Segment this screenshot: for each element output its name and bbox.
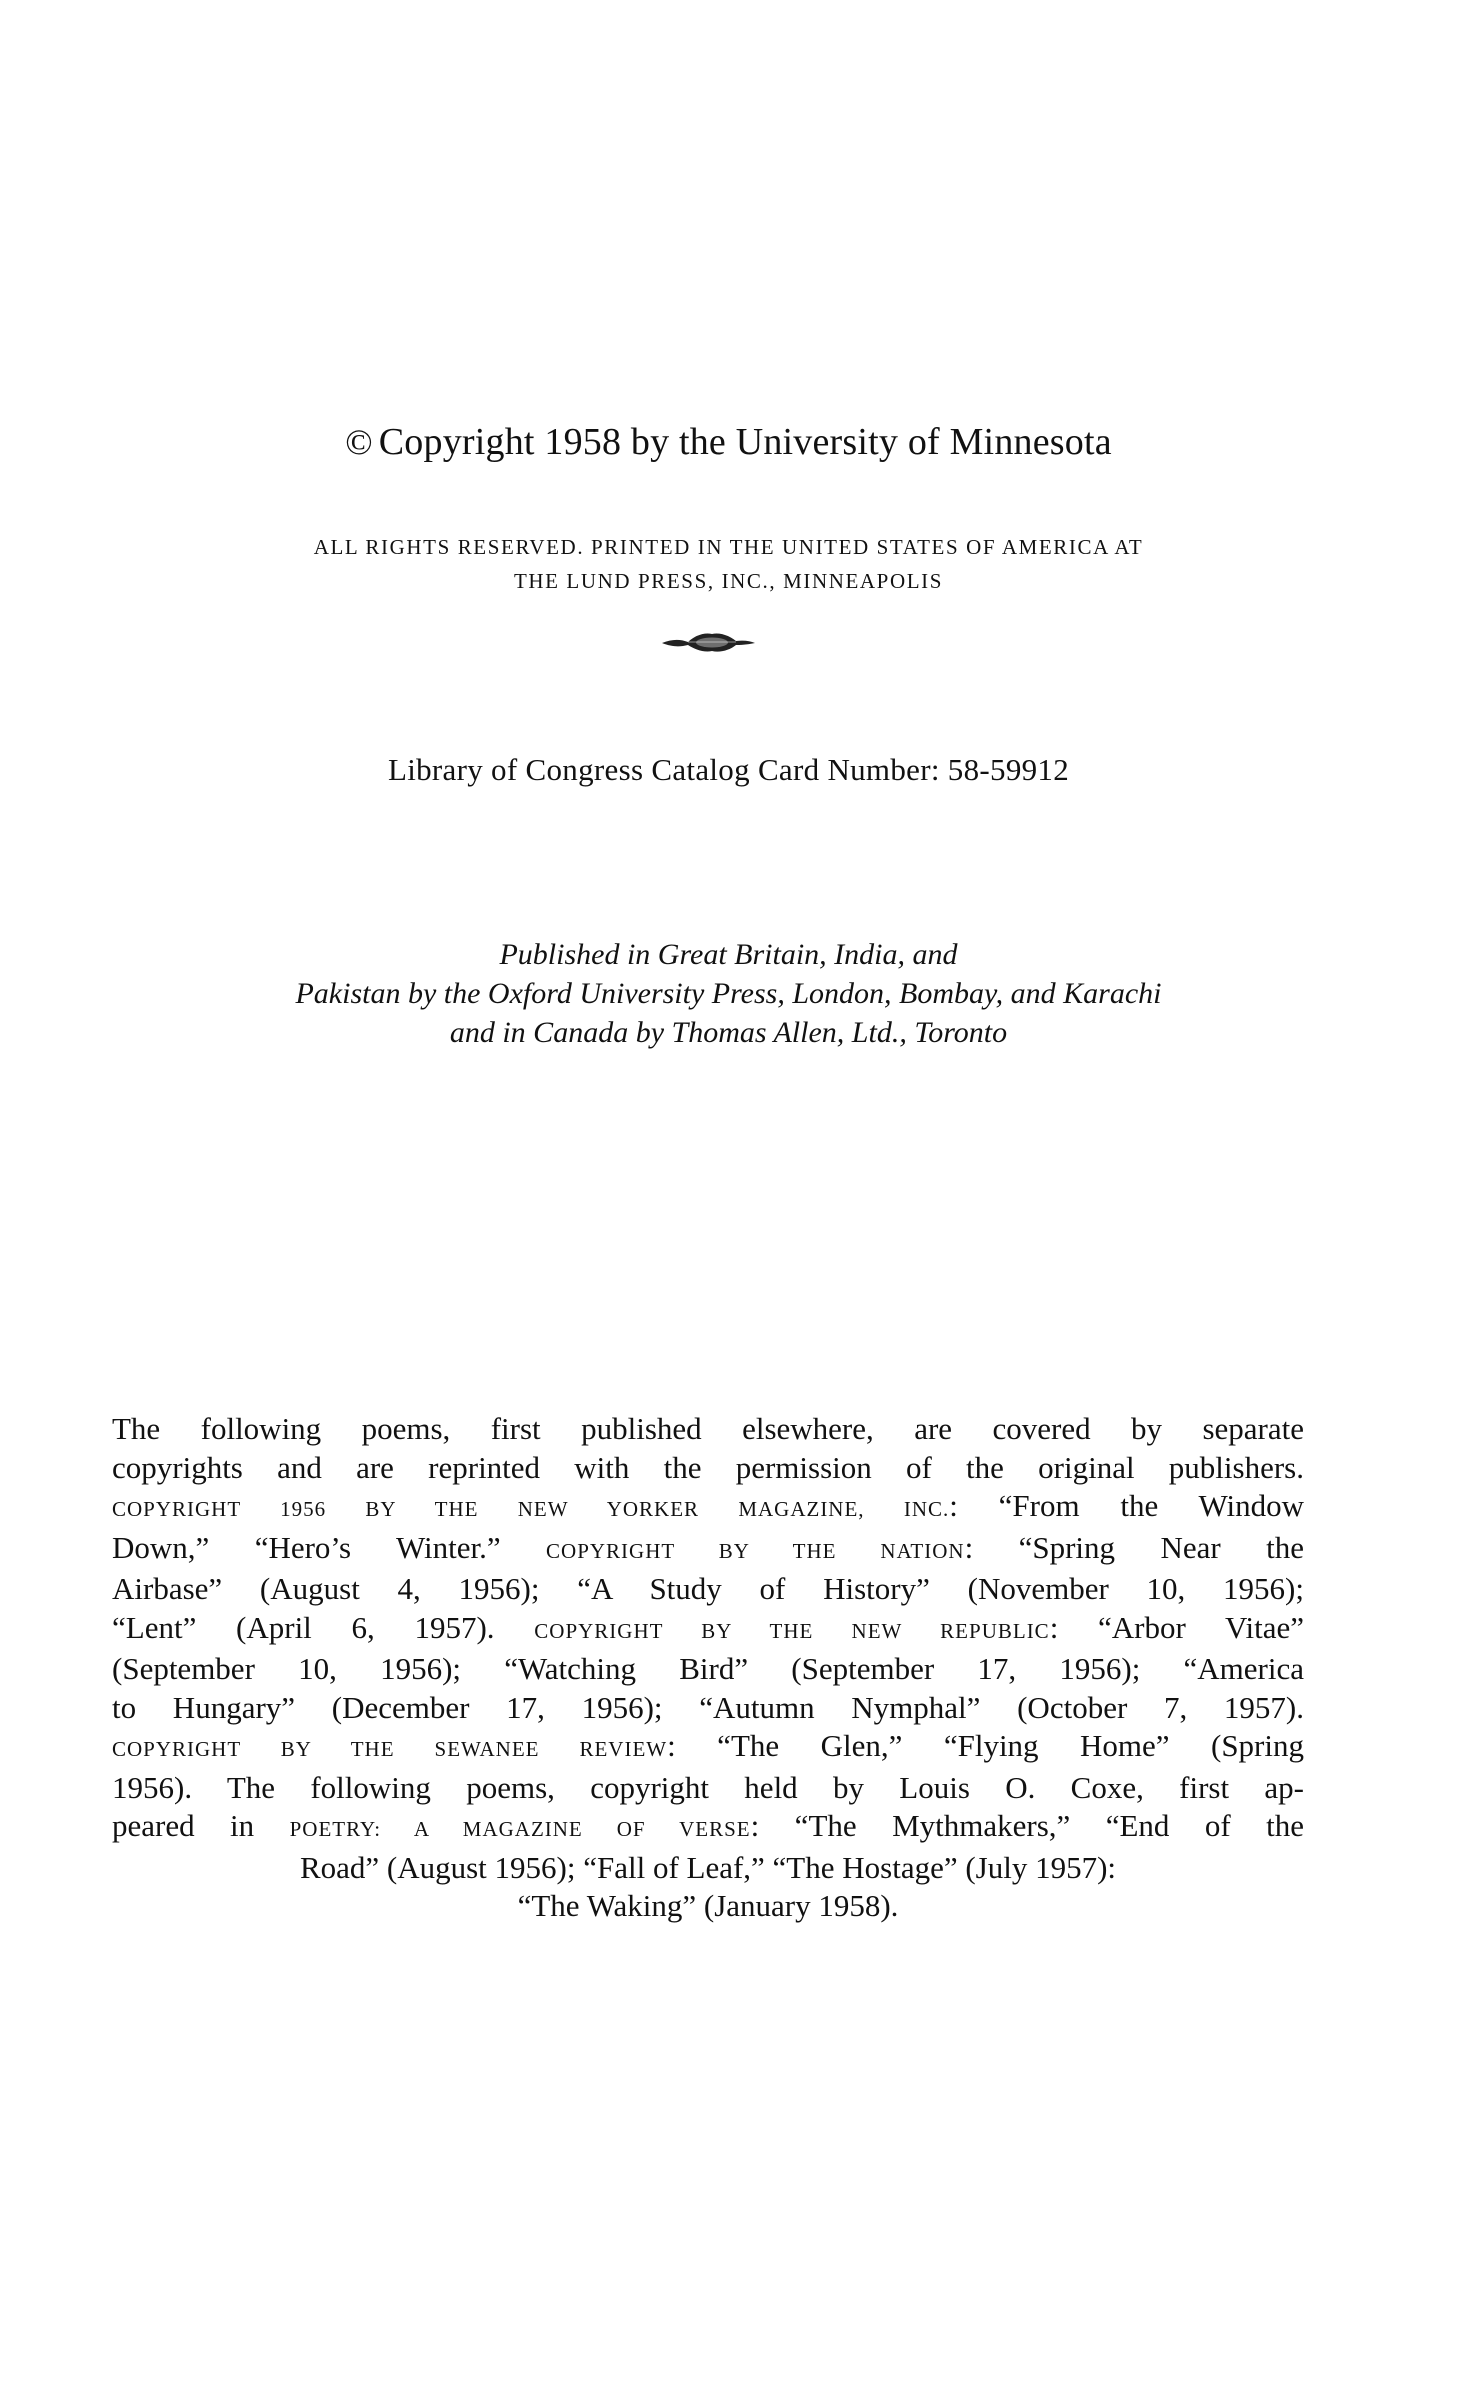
credits-line-2: copyrights and are reprinted with the permission of the original publishers. xyxy=(112,1449,1304,1485)
library-of-congress-number: Library of Congress Catalog Card Number: 58-59912 xyxy=(387,752,1070,787)
credits-text: : “From the Window xyxy=(949,1488,1304,1523)
credits-line-12: Road” (August 1956); “Fall of Leaf,” “The Hostage” (July 1957): xyxy=(299,1849,1117,1885)
credits-line-7: (September 10, 1956); “Watching Bird” (September 17, 1956); “America xyxy=(112,1651,1304,1686)
credits-line-6 xyxy=(112,1609,1304,1651)
credits-smallcaps: COPYRIGHT BY THE SEWANEE REVIEW xyxy=(112,1737,668,1761)
credits-line-10: 1956). The following poems, copyright held by Louis O. Coxe, first ap- xyxy=(112,1769,1304,1805)
printers-ornament-icon xyxy=(658,630,758,654)
credits-text: peared in xyxy=(112,1808,255,1843)
published-line-1: Published in Great Britain, India, and xyxy=(499,938,958,971)
copyright-notice xyxy=(0,420,1457,464)
credits-line-11 xyxy=(112,1807,1304,1849)
credits-text: : “The Mythmakers,” “End of the xyxy=(750,1808,1305,1843)
credits-line-9 xyxy=(112,1727,1304,1769)
rights-line-2: THE LUND PRESS, INC., MINNEAPOLIS xyxy=(513,569,944,593)
credits-text: Down,” “Hero’s Winter.” xyxy=(112,1529,501,1565)
copyright-text: Copyright 1958 by the University of Minnesota xyxy=(378,421,1112,463)
credits-text: : “Spring Near the xyxy=(964,1529,1304,1565)
credits-text: : “The Glen,” “Flying Home” (Spring xyxy=(667,1728,1304,1763)
credits-smallcaps: COPYRIGHT BY THE NEW REPUBLIC xyxy=(534,1618,1050,1643)
credits-line-5: Airbase” (August 4, 1956); “A Study of History” (November 10, 1956); xyxy=(112,1571,1304,1606)
credits-line-4 xyxy=(112,1529,1304,1571)
published-line-3: and in Canada by Thomas Allen, Ltd., Toronto xyxy=(449,1016,1008,1049)
credits-line-3 xyxy=(112,1487,1304,1529)
credits-line-1: The following poems, first published elsewhere, are covered by separate xyxy=(112,1411,1304,1446)
publication-statement xyxy=(100,935,1357,1052)
credits-smallcaps: COPYRIGHT BY THE NATION xyxy=(546,1538,965,1563)
credits-smallcaps: COPYRIGHT 1956 BY THE NEW YORKER MAGAZINE, INC. xyxy=(112,1497,950,1521)
credits-line-8: to Hungary” (December 17, 1956); “Autumn Nymphal” (October 7, 1957). xyxy=(112,1689,1304,1725)
rights-line-1: ALL RIGHTS RESERVED. PRINTED IN THE UNITED STATES OF AMERICA AT xyxy=(313,535,1144,559)
copyright-symbol: © xyxy=(345,422,373,462)
credits-text: : “Arbor Vitae” xyxy=(1049,1609,1304,1645)
credits-line-13: “The Waking” (January 1958). xyxy=(517,1888,899,1923)
rights-statement xyxy=(120,530,1337,598)
poem-credits-paragraph xyxy=(112,1410,1304,1926)
published-line-2: Pakistan by the Oxford University Press, London, Bombay, and Karachi xyxy=(295,977,1162,1010)
credits-smallcaps: POETRY: A MAGAZINE OF VERSE xyxy=(289,1817,751,1841)
credits-text: “Lent” (April 6, 1957). xyxy=(112,1609,495,1645)
